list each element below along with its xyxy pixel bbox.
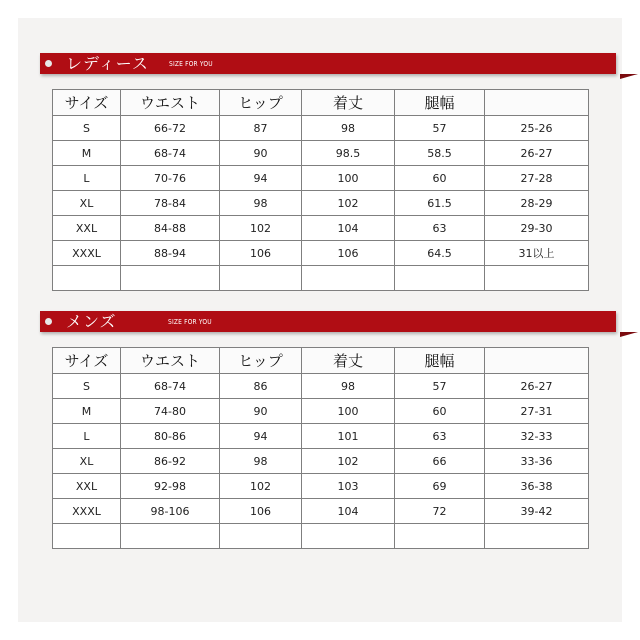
table-cell: 27-28 xyxy=(485,166,589,191)
table-cell: 72 xyxy=(395,499,485,524)
table-cell: 63 xyxy=(395,424,485,449)
table-cell: 60 xyxy=(395,399,485,424)
table-cell: 98-106 xyxy=(121,499,220,524)
column-header xyxy=(485,348,589,374)
table-cell: 86-92 xyxy=(121,449,220,474)
table-cell: 31以上 xyxy=(485,241,589,266)
table-row xyxy=(53,241,589,266)
table-cell: 32-33 xyxy=(485,424,589,449)
table-cell: M xyxy=(53,399,121,424)
table-cell: 102 xyxy=(220,216,302,241)
table-cell: 61.5 xyxy=(395,191,485,216)
column-header: ヒップ xyxy=(220,90,302,116)
table-cell: 101 xyxy=(302,424,395,449)
size-chart-page xyxy=(18,18,622,622)
table-row xyxy=(53,266,589,291)
table-cell: 26-27 xyxy=(485,374,589,399)
ladies-subtitle: SIZE FOR YOU xyxy=(169,60,213,68)
table-cell: XXXL xyxy=(53,499,121,524)
table-cell: 92-98 xyxy=(121,474,220,499)
table-cell: XL xyxy=(53,449,121,474)
mens-size-table xyxy=(52,347,589,549)
table-cell: 98 xyxy=(302,374,395,399)
table-cell: 78-84 xyxy=(121,191,220,216)
table-row xyxy=(53,141,589,166)
table-header-row xyxy=(53,348,589,374)
column-header: ウエスト xyxy=(121,90,220,116)
table-cell: 68-74 xyxy=(121,374,220,399)
table-cell: 66-72 xyxy=(121,116,220,141)
table-row xyxy=(53,399,589,424)
mens-subtitle: SIZE FOR YOU xyxy=(168,318,212,326)
table-cell xyxy=(485,266,589,291)
table-cell: 88-94 xyxy=(121,241,220,266)
table-cell: 84-88 xyxy=(121,216,220,241)
table-row xyxy=(53,191,589,216)
table-cell: 94 xyxy=(220,166,302,191)
column-header: ウエスト xyxy=(121,348,220,374)
table-cell: 68-74 xyxy=(121,141,220,166)
bullet-icon xyxy=(45,60,52,67)
ladies-banner xyxy=(40,53,616,74)
column-header: サイズ xyxy=(53,348,121,374)
column-header: ヒップ xyxy=(220,348,302,374)
column-header: サイズ xyxy=(53,90,121,116)
table-cell xyxy=(220,266,302,291)
table-cell: 29-30 xyxy=(485,216,589,241)
table-cell: 90 xyxy=(220,141,302,166)
table-cell: L xyxy=(53,424,121,449)
table-cell xyxy=(220,524,302,549)
table-cell: 64.5 xyxy=(395,241,485,266)
banner-fold xyxy=(620,74,638,79)
table-cell: 86 xyxy=(220,374,302,399)
table-cell xyxy=(485,524,589,549)
table-cell: 57 xyxy=(395,374,485,399)
column-header: 腿幅 xyxy=(395,90,485,116)
table-cell: 90 xyxy=(220,399,302,424)
table-cell: 94 xyxy=(220,424,302,449)
column-header xyxy=(485,90,589,116)
table-cell: 98 xyxy=(302,116,395,141)
table-cell: 28-29 xyxy=(485,191,589,216)
table-cell: XL xyxy=(53,191,121,216)
table-row xyxy=(53,116,589,141)
table-cell: 63 xyxy=(395,216,485,241)
table-cell: 66 xyxy=(395,449,485,474)
bullet-icon xyxy=(45,318,52,325)
table-cell: 102 xyxy=(220,474,302,499)
banner-fold xyxy=(620,332,638,337)
table-cell: 69 xyxy=(395,474,485,499)
table-cell xyxy=(121,524,220,549)
table-cell: 58.5 xyxy=(395,141,485,166)
table-cell: 60 xyxy=(395,166,485,191)
mens-banner xyxy=(40,311,616,332)
table-cell xyxy=(302,524,395,549)
table-cell: 100 xyxy=(302,166,395,191)
table-cell: 106 xyxy=(220,241,302,266)
table-cell: 102 xyxy=(302,191,395,216)
table-cell: S xyxy=(53,116,121,141)
table-cell xyxy=(395,266,485,291)
table-cell: 57 xyxy=(395,116,485,141)
mens-title: メンズ xyxy=(66,312,117,331)
table-header-row xyxy=(53,90,589,116)
table-cell: 25-26 xyxy=(485,116,589,141)
table-cell: 74-80 xyxy=(121,399,220,424)
table-row xyxy=(53,424,589,449)
table-cell: M xyxy=(53,141,121,166)
table-cell: 106 xyxy=(220,499,302,524)
table-cell: 80-86 xyxy=(121,424,220,449)
table-cell: 104 xyxy=(302,216,395,241)
table-row xyxy=(53,449,589,474)
table-cell xyxy=(121,266,220,291)
table-row xyxy=(53,166,589,191)
table-cell: XXXL xyxy=(53,241,121,266)
column-header: 腿幅 xyxy=(395,348,485,374)
table-cell: 27-31 xyxy=(485,399,589,424)
table-cell xyxy=(53,266,121,291)
table-cell: 26-27 xyxy=(485,141,589,166)
table-cell: 98 xyxy=(220,191,302,216)
column-header: 着丈 xyxy=(302,348,395,374)
table-cell: 100 xyxy=(302,399,395,424)
table-cell: 98 xyxy=(220,449,302,474)
table-cell: 36-38 xyxy=(485,474,589,499)
column-header: 着丈 xyxy=(302,90,395,116)
ladies-title: レディース xyxy=(66,54,149,73)
table-row xyxy=(53,499,589,524)
table-cell: 106 xyxy=(302,241,395,266)
table-cell: L xyxy=(53,166,121,191)
table-cell: XXL xyxy=(53,216,121,241)
table-row xyxy=(53,524,589,549)
table-row xyxy=(53,474,589,499)
table-cell: 87 xyxy=(220,116,302,141)
table-cell: XXL xyxy=(53,474,121,499)
table-cell: 70-76 xyxy=(121,166,220,191)
table-cell: 39-42 xyxy=(485,499,589,524)
table-row xyxy=(53,216,589,241)
table-cell: 102 xyxy=(302,449,395,474)
table-cell: 33-36 xyxy=(485,449,589,474)
table-cell: 103 xyxy=(302,474,395,499)
table-cell: 98.5 xyxy=(302,141,395,166)
table-cell xyxy=(53,524,121,549)
ladies-size-table xyxy=(52,89,589,291)
table-cell: S xyxy=(53,374,121,399)
table-cell: 104 xyxy=(302,499,395,524)
table-cell xyxy=(302,266,395,291)
table-row xyxy=(53,374,589,399)
table-cell xyxy=(395,524,485,549)
